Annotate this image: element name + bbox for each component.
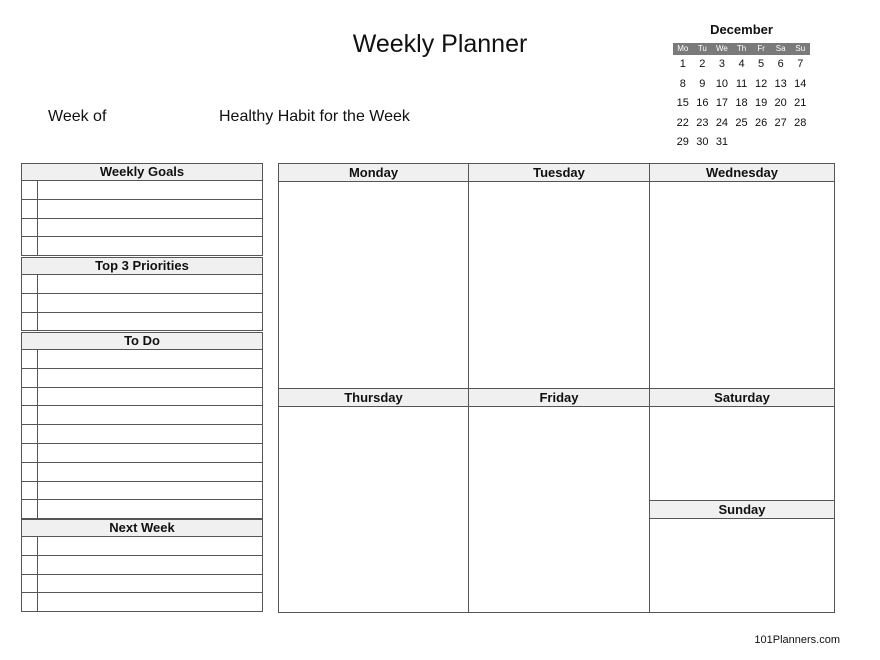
todo-line[interactable] (21, 406, 263, 425)
calendar-day: 21 (794, 97, 807, 109)
weekday-we: We (716, 44, 728, 53)
calendar-day: 20 (774, 97, 787, 109)
calendar-week (673, 133, 810, 153)
calendar-weekday-header (673, 43, 810, 55)
mini-calendar (673, 22, 810, 153)
calendar-week (673, 55, 810, 75)
calendar-day: 25 (735, 116, 748, 129)
calendar-day: 23 (696, 116, 709, 129)
calendar-day: 24 (715, 116, 729, 129)
todo-line[interactable] (21, 500, 263, 519)
checkbox[interactable] (22, 593, 38, 611)
checkbox[interactable] (22, 482, 38, 500)
calendar-day: 31 (715, 136, 729, 148)
calendar-day: 4 (738, 58, 745, 70)
todo-line[interactable] (21, 482, 263, 501)
calendar-day: 7 (797, 58, 804, 70)
calendar-day: 9 (699, 77, 706, 90)
priority-line[interactable] (21, 294, 263, 313)
checkbox[interactable] (22, 350, 38, 368)
checkbox[interactable] (22, 537, 38, 555)
goal-line[interactable] (21, 237, 263, 256)
weekday-tu: Tu (697, 44, 707, 53)
weekday-su: Su (795, 44, 806, 53)
priority-line[interactable] (21, 275, 263, 294)
healthy-habit-label: Healthy Habit for the Week (219, 108, 410, 125)
day-header-saturday: Saturday (650, 389, 834, 407)
todo-section (21, 332, 263, 519)
todo-line[interactable] (21, 350, 263, 369)
priority-line[interactable] (21, 313, 263, 332)
day-header-thursday: Thursday (279, 389, 468, 407)
calendar-day: 15 (676, 97, 689, 109)
calendar-day: 28 (794, 116, 807, 129)
checkbox[interactable] (22, 500, 38, 518)
calendar-day (751, 133, 771, 153)
goal-line[interactable] (21, 200, 263, 219)
calendar-day: 3 (718, 58, 725, 70)
calendar-day (771, 133, 791, 153)
footer-brand: 101Planners.com (754, 634, 840, 646)
calendar-day: 11 (735, 77, 748, 90)
calendar-day (732, 133, 752, 153)
checkbox[interactable] (22, 219, 38, 237)
next-week-line[interactable] (21, 537, 263, 556)
goal-line[interactable] (21, 181, 263, 200)
checkbox[interactable] (22, 237, 38, 255)
checkbox[interactable] (22, 313, 38, 331)
calendar-day: 18 (735, 97, 748, 109)
day-header-tuesday: Tuesday (469, 164, 649, 182)
checkbox[interactable] (22, 181, 38, 199)
calendar-day: 14 (794, 77, 807, 90)
calendar-day: 8 (679, 77, 686, 90)
checkbox[interactable] (22, 444, 38, 462)
todo-line[interactable] (21, 425, 263, 444)
calendar-day: 27 (774, 116, 787, 129)
calendar-day: 2 (699, 58, 706, 70)
day-box-tuesday[interactable] (468, 163, 650, 389)
goal-line[interactable] (21, 219, 263, 238)
calendar-day: 5 (758, 58, 765, 70)
top-priorities-section (21, 257, 263, 331)
todo-line[interactable] (21, 444, 263, 463)
weekday-th: Th (736, 44, 747, 53)
calendar-day: 19 (754, 97, 768, 109)
day-box-monday[interactable] (278, 163, 469, 389)
next-week-line[interactable] (21, 575, 263, 594)
next-week-header: Next Week (21, 519, 263, 537)
day-header-friday: Friday (469, 389, 649, 407)
weekly-goals-header: Weekly Goals (21, 163, 263, 181)
checkbox[interactable] (22, 200, 38, 218)
calendar-day: 10 (715, 77, 729, 90)
next-week-line[interactable] (21, 593, 263, 612)
day-header-sunday: Sunday (650, 501, 834, 519)
calendar-day: 17 (715, 97, 729, 109)
calendar-week (673, 94, 810, 114)
checkbox[interactable] (22, 406, 38, 424)
page-title: Weekly Planner (352, 30, 528, 58)
day-box-thursday[interactable] (278, 388, 469, 613)
checkbox[interactable] (22, 463, 38, 481)
calendar-day: 22 (676, 116, 689, 129)
checkbox[interactable] (22, 388, 38, 406)
weekday-mo: Mo (677, 44, 689, 53)
calendar-day: 16 (696, 97, 709, 109)
todo-header: To Do (21, 332, 263, 350)
top-priorities-header: Top 3 Priorities (21, 257, 263, 275)
calendar-month: December (710, 22, 773, 37)
todo-line[interactable] (21, 369, 263, 388)
next-week-section (21, 519, 263, 612)
calendar-week (673, 75, 810, 95)
checkbox[interactable] (22, 425, 38, 443)
week-of-label: Week of (48, 108, 107, 125)
day-box-wednesday[interactable] (649, 163, 835, 389)
checkbox[interactable] (22, 275, 38, 293)
calendar-day: 30 (696, 136, 709, 148)
calendar-day: 26 (754, 116, 768, 129)
checkbox[interactable] (22, 294, 38, 312)
day-header-wednesday: Wednesday (650, 164, 834, 182)
next-week-line[interactable] (21, 556, 263, 575)
calendar-day: 6 (777, 58, 784, 70)
calendar-day: 13 (774, 77, 787, 90)
calendar-day: 29 (676, 136, 689, 148)
checkbox[interactable] (22, 369, 38, 387)
weekday-sa: Sa (775, 44, 786, 53)
weekly-goals-section (21, 163, 263, 256)
calendar-day: 12 (754, 77, 768, 90)
calendar-day (790, 133, 810, 153)
checkbox[interactable] (22, 556, 38, 574)
calendar-week (673, 114, 810, 134)
weekday-fr: Fr (757, 44, 765, 53)
day-box-sunday[interactable] (649, 500, 835, 613)
calendar-day: 1 (679, 58, 686, 70)
day-box-saturday[interactable] (649, 388, 835, 501)
todo-line[interactable] (21, 388, 263, 407)
day-box-friday[interactable] (468, 388, 650, 613)
todo-line[interactable] (21, 463, 263, 482)
checkbox[interactable] (22, 575, 38, 593)
day-header-monday: Monday (279, 164, 468, 182)
